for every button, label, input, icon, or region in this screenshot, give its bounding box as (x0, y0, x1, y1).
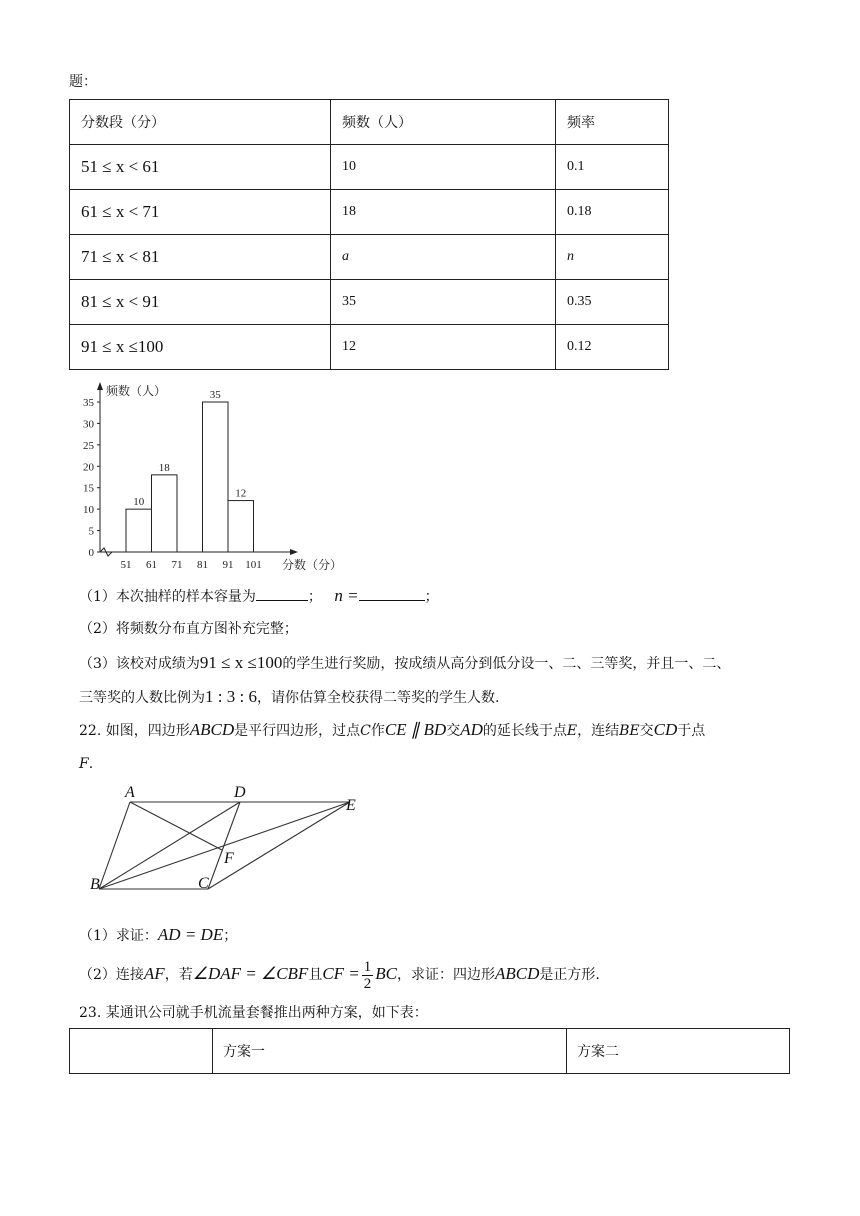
bar-value-label: 10 (133, 496, 145, 509)
cell-rate: 0.35 (556, 280, 669, 325)
x-tick-label: 71 (171, 559, 183, 571)
x-axis-arrow (290, 549, 298, 555)
abcd: ABCD (495, 964, 540, 983)
label-a: A (125, 784, 135, 801)
q23-text: 23. 某通讯公司就手机流量套餐推出两种方案，如下表： (79, 1005, 428, 1021)
score-condition: 91 ≤ x ≤100 (199, 653, 283, 672)
q22-text: 22. 如图，四边形 (79, 723, 190, 739)
cell-count: 10 (331, 145, 556, 190)
bar-value-label: 18 (158, 461, 170, 474)
q22-text: 于点 (677, 723, 706, 739)
cell-rate: 0.12 (556, 325, 669, 370)
q21-part3-line2 (79, 687, 499, 708)
q22-ad: AD (460, 720, 483, 739)
histogram-bar (203, 402, 229, 552)
q22-text: 是平行四边形，过点 (234, 723, 361, 739)
cell-range: 71 ≤ x < 81 (70, 235, 331, 280)
label-b: B (90, 876, 100, 890)
ad-equals-de: AD = DE (157, 925, 224, 944)
header-count: 频数（人） (331, 100, 556, 145)
q22-be: BE (619, 723, 640, 739)
x-tick-labels (121, 559, 262, 571)
table-row (70, 190, 669, 235)
x-tick-label: 51 (120, 559, 132, 571)
y-tick-label: 0 (88, 547, 94, 559)
q22-period: . (88, 756, 94, 772)
q21-part1 (79, 586, 439, 607)
answer-blank[interactable] (256, 586, 308, 601)
q21-part3-text3: 三等奖的人数比例为 (79, 690, 205, 706)
q21-part3-text4: ，请你估算全校获得二等奖的学生人数. (256, 690, 500, 706)
bar-value-label: 35 (209, 389, 221, 401)
angle-condition: ∠DAF = ∠CBF (192, 964, 309, 983)
bar-value-label: 12 (235, 487, 247, 500)
q22-line2 (79, 754, 93, 774)
label-d: D (234, 784, 246, 801)
histogram-chart (70, 376, 350, 576)
cell-rate: 0.1 (556, 145, 669, 190)
q21-part3-line1 (79, 653, 730, 674)
label-f: F (224, 850, 234, 867)
plan-header-one: 方案一 (213, 1029, 567, 1074)
q22-point-f: F (79, 756, 89, 772)
af: AF (143, 964, 165, 983)
x-tick-label: 81 (197, 559, 208, 571)
y-tick-label: 25 (83, 439, 94, 452)
q22-part2-text: ，求证：四边形 (397, 967, 495, 983)
q21-part1-end: ； (424, 589, 439, 605)
y-axis-arrow (97, 382, 103, 390)
segment-ce (208, 802, 350, 889)
q21-part1-text: （1）本次抽样的样本容量为 (79, 589, 256, 605)
q22-point-c: C (360, 723, 371, 739)
histogram-bar (126, 509, 152, 552)
cell-range: 51 ≤ x < 61 (70, 145, 331, 190)
x-tick-label: 61 (146, 559, 157, 571)
table-row (70, 1029, 790, 1074)
cell-range: 61 ≤ x < 71 (70, 190, 331, 235)
q21-part1-sep: ； (307, 589, 322, 605)
y-tick-label: 20 (83, 461, 94, 474)
cell-count: 35 (331, 280, 556, 325)
cell-rate: 0.18 (556, 190, 669, 235)
x-tick-label: 101 (245, 559, 262, 571)
segment-ab (99, 802, 130, 889)
header-score-range: 分数段（分） (70, 100, 331, 145)
segment-be (99, 802, 350, 889)
y-tick-label: 30 (83, 418, 94, 431)
plan-table (69, 1028, 790, 1074)
q22-part1-text: （1）求证： (79, 928, 158, 944)
y-axis-label: 频数（人） (106, 384, 167, 398)
y-tick-label: 15 (83, 482, 94, 495)
q22-text: ，连结 (577, 723, 620, 739)
intro-text: 题： (69, 74, 97, 90)
q22-text: 作 (370, 723, 385, 739)
q21-part3-text: （3）该校对成绩为 (79, 656, 200, 672)
q22-part1 (79, 925, 237, 946)
parallelogram-figure (88, 780, 378, 890)
award-ratio: 1 : 3 : 6 (205, 687, 257, 706)
table-header-row (70, 100, 669, 145)
q22-part2-text: 是正方形. (539, 967, 600, 983)
histogram-bar (228, 501, 254, 552)
q22-line1 (79, 720, 705, 741)
q22-text: 的延长线于点 (482, 723, 567, 739)
q22-part2-text: 且 (308, 967, 323, 983)
cell-count: 18 (331, 190, 556, 235)
n-equals: n = (334, 586, 359, 605)
fraction-numerator: 1 (363, 958, 372, 975)
x-axis-label: 分数（分） (282, 558, 343, 572)
bar-data-labels (133, 389, 246, 508)
cell-count: a (331, 235, 556, 280)
header-rate: 频率 (556, 100, 669, 145)
cf-equals: CF = (322, 964, 360, 983)
q22-text: 交 (639, 723, 654, 739)
q22-abcd: ABCD (189, 720, 235, 739)
segment-af (130, 802, 222, 850)
x-tick-label: 91 (222, 559, 234, 571)
cell-count: 12 (331, 325, 556, 370)
q22-ce-parallel-bd: CE ∥ BD (384, 720, 447, 739)
bc: BC (375, 964, 397, 983)
table-row (70, 280, 669, 325)
table-row (70, 325, 669, 370)
q22-part2 (79, 956, 600, 993)
q22-part2-text: （2）连接 (79, 967, 144, 983)
q22-cd: CD (653, 720, 678, 739)
y-tick-label: 35 (83, 397, 94, 409)
q22-part2-text: ，若 (164, 967, 193, 983)
label-e: E (346, 797, 356, 814)
histogram-bars (126, 402, 254, 552)
q22-point-e: E (566, 723, 578, 739)
plan-header-blank (70, 1029, 213, 1074)
q21-part3-text2: 的学生进行奖励，按成绩从高分到低分设一、二、三等奖，并且一、二、 (282, 656, 731, 672)
q22-part1-end: ； (223, 928, 238, 944)
fraction-denominator: 2 (363, 975, 372, 992)
frequency-table (69, 99, 669, 370)
q22-text: 交 (446, 723, 461, 739)
y-tick-labels (83, 397, 100, 559)
one-half-fraction (362, 959, 374, 992)
cell-range: 81 ≤ x < 91 (70, 280, 331, 325)
answer-blank[interactable] (359, 586, 425, 601)
label-c: C (198, 875, 209, 890)
table-row (70, 145, 669, 190)
y-tick-label: 10 (83, 504, 94, 517)
table-row (70, 235, 669, 280)
segment-bd (99, 802, 240, 889)
q21-part2: （2）将频数分布直方图补充完整； (79, 621, 298, 637)
y-tick-label: 5 (88, 525, 94, 538)
plan-header-two: 方案二 (567, 1029, 790, 1074)
cell-rate: n (556, 235, 669, 280)
cell-range: 91 ≤ x ≤100 (70, 325, 331, 370)
histogram-bar (152, 475, 178, 552)
